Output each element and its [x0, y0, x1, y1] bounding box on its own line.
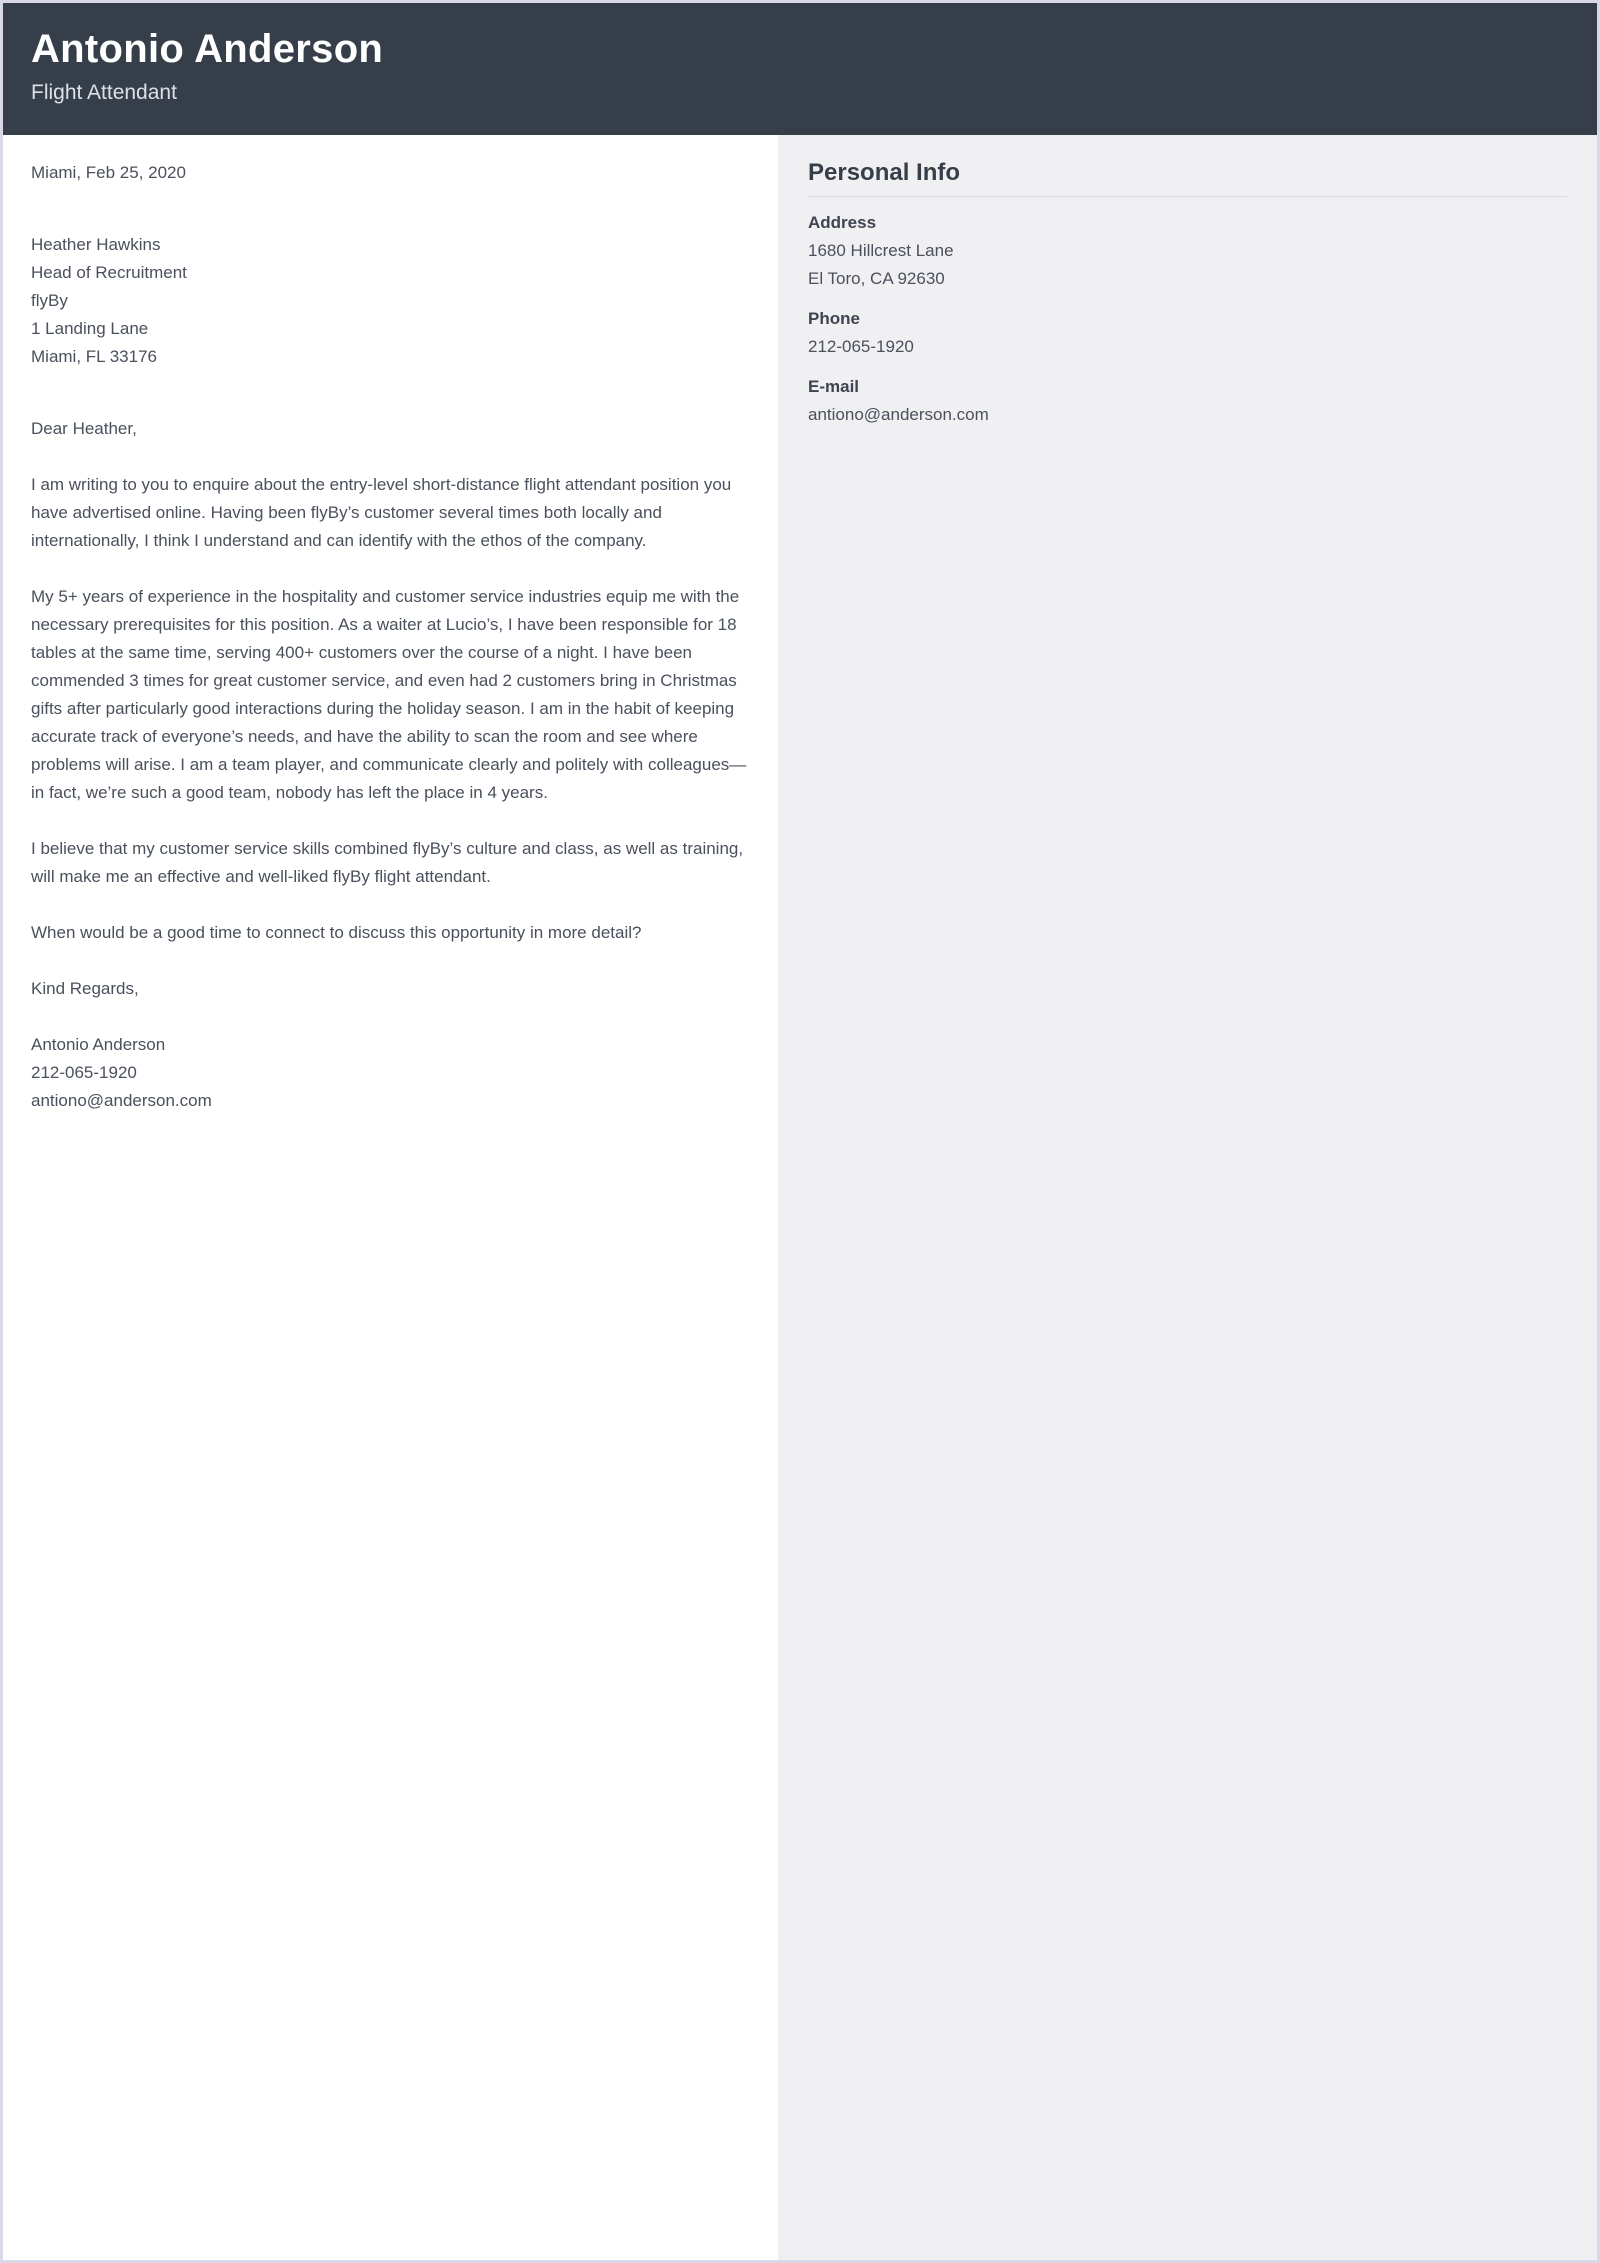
letter-content [3, 135, 1597, 2260]
recipient-street: 1 Landing Lane [31, 319, 149, 338]
signature-block [31, 1031, 750, 1115]
phone-value: 212-065-1920 [808, 337, 914, 357]
recipient-role: Head of Recruitment [31, 263, 187, 282]
letter-paragraph-2: My 5+ years of experience in the hospitality and customer service industries equip me with the necessary prerequisites for this position. As a waiter at Lucio’s, I have been responsible for 18 tables at the same time, serving 400+ customers over the course of a night. I have been commended 3 times for great customer service, and even had 2 customers bring in Christmas gifts after particularly good interactions during the holiday season. I am in the habit of keeping accurate track of everyone’s needs, and have the ability to scan the room and see where problems will arise. I am a team player, and communicate clearly and politely with colleagues—in fact, we’re such a good team, nobody has left the place in 4 years. [31, 587, 747, 802]
address-line-1: 1680 Hillcrest Lane [808, 241, 954, 261]
phone-label: Phone [808, 309, 860, 329]
closing-line: Kind Regards, [31, 979, 139, 998]
letter-paragraph-3: I believe that my customer service skills combined flyBy’s culture and class, as well as training, will make me an effective and well-liked flyBy flight attendant. [31, 839, 744, 886]
recipient-name: Heather Hawkins [31, 235, 161, 254]
address-line-2: El Toro, CA 92630 [808, 269, 945, 289]
email-value: antiono@anderson.com [808, 405, 989, 425]
letter-paragraph-4: When would be a good time to connect to discuss this opportunity in more detail? [31, 923, 642, 942]
sidebar-section-phone [808, 305, 1567, 361]
signature-name: Antonio Anderson [31, 1035, 166, 1054]
letter-date: Miami, Feb 25, 2020 [31, 163, 186, 182]
sidebar-title: Personal Info [808, 157, 1567, 197]
recipient-company: flyBy [31, 291, 68, 310]
candidate-job-title: Flight Attendant [31, 81, 177, 104]
recipient-city: Miami, FL 33176 [31, 347, 157, 366]
signature-phone: 212-065-1920 [31, 1063, 137, 1082]
email-label: E-mail [808, 377, 860, 397]
letter-paragraph-1: I am writing to you to enquire about the entry-level short-distance flight attendant position you have advertised online. Having been flyBy’s customer several times both locally and internationally, I think I understand and can identify with the ethos of the company. [31, 475, 732, 550]
recipient-block [31, 231, 750, 371]
signature-email: antiono@anderson.com [31, 1091, 212, 1110]
letter-body [3, 135, 778, 2260]
address-label: Address [808, 213, 877, 233]
sidebar-section-email [808, 373, 1567, 429]
sidebar-section-address [808, 209, 1567, 293]
candidate-name: Antonio Anderson [31, 27, 384, 71]
letter-header [3, 3, 1597, 135]
salutation: Dear Heather, [31, 419, 137, 438]
personal-info-sidebar [778, 135, 1597, 2260]
